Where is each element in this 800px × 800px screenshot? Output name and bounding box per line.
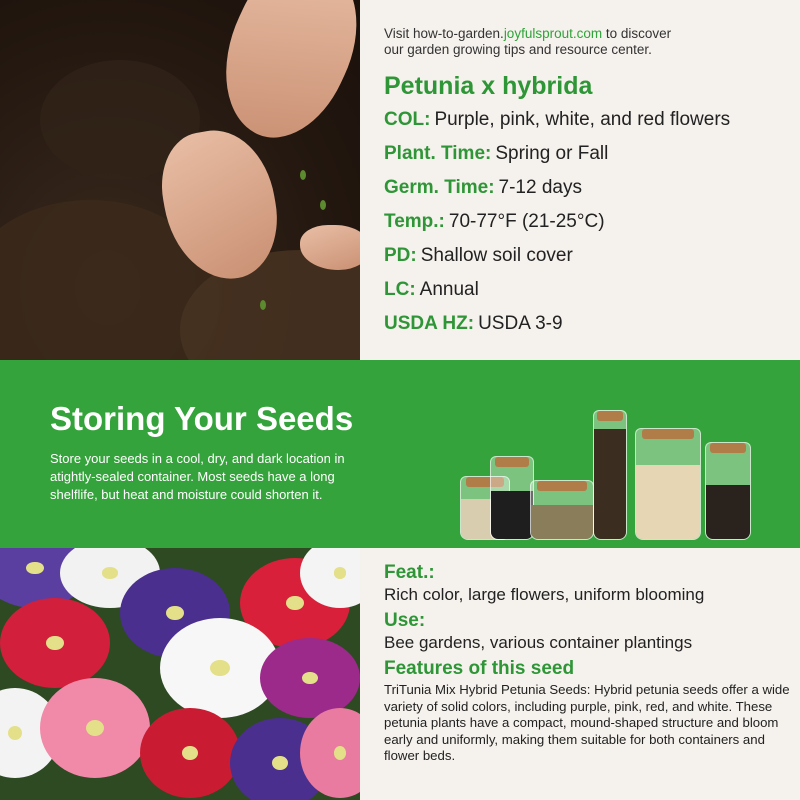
use-label: Use: — [384, 610, 426, 631]
info-row-usda — [384, 313, 800, 347]
info-key: Temp.: — [384, 211, 445, 232]
petunia-flowers-photo — [0, 548, 360, 800]
features-title: Features of this seed — [384, 658, 575, 679]
plant-title: Petunia x hybrida — [384, 72, 593, 100]
info-key: USDA HZ: — [384, 313, 475, 334]
info-value: Purple, pink, white, and red flowers — [434, 109, 731, 130]
info-value: Annual — [419, 279, 479, 300]
visit-prefix: Visit how-to-garden. — [384, 26, 504, 41]
plant-info-panel — [360, 0, 800, 360]
visit-line2: our garden growing tips and resource center. — [384, 42, 652, 57]
soil-hand-photo — [0, 0, 360, 360]
info-key: COL: — [384, 109, 431, 130]
info-key: PD: — [384, 245, 417, 266]
storing-seeds-band — [0, 360, 800, 548]
info-value: Spring or Fall — [495, 143, 609, 164]
info-value: 70-77°F (21-25°C) — [448, 211, 605, 232]
feat-label: Feat.: — [384, 562, 435, 583]
info-row-plant-time — [384, 143, 800, 177]
info-key: LC: — [384, 279, 416, 300]
info-row-col — [384, 109, 800, 143]
storing-seeds-title: Storing Your Seeds — [50, 400, 354, 437]
info-row-germ-time — [384, 177, 800, 211]
info-row-pd — [384, 245, 800, 279]
use-value: Bee gardens, various container plantings — [384, 633, 693, 652]
features-panel — [360, 548, 800, 800]
feat-value: Rich color, large flowers, uniform blooming — [384, 585, 705, 604]
info-row-lc — [384, 279, 800, 313]
storing-seeds-text: Store your seeds in a cool, dry, and dark location in atightly-sealed container. Most seeds have a long shelflife, but heat and moisture could shorten it. — [50, 451, 345, 502]
info-value: 7-12 days — [498, 177, 582, 198]
info-row-temp — [384, 211, 800, 245]
visit-text — [384, 26, 800, 58]
info-value: Shallow soil cover — [420, 245, 573, 266]
bottom-section — [0, 548, 800, 800]
seed-jars-photo — [455, 380, 765, 540]
visit-suffix: to discover — [602, 26, 672, 41]
visit-site-link[interactable]: joyfulsprout.com — [503, 26, 603, 41]
top-section — [0, 0, 800, 360]
info-key: Plant. Time: — [384, 143, 492, 164]
features-text: TriTunia Mix Hybrid Petunia Seeds: Hybrid petunia seeds offer a wide variety of solid colors, including purple, pink, red, and white. These petunia plants have a compact, mound-shaped structure and bloom early and uniformly, making them suitable for both containers and flower beds. — [384, 682, 790, 763]
info-key: Germ. Time: — [384, 177, 495, 198]
info-value: USDA 3-9 — [478, 313, 563, 334]
